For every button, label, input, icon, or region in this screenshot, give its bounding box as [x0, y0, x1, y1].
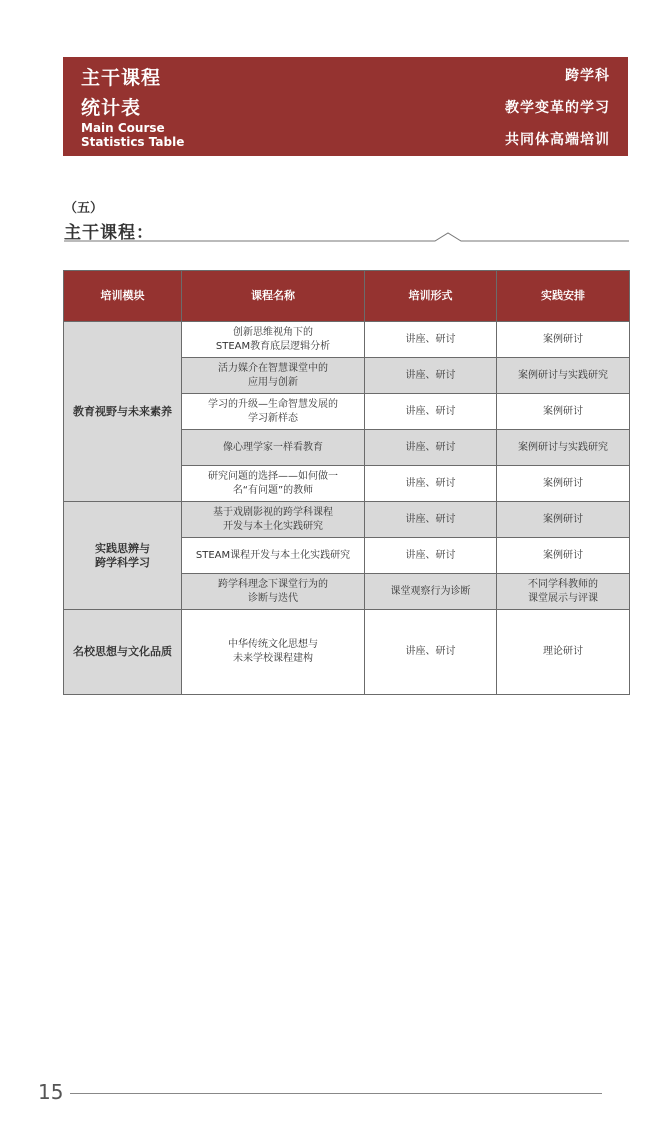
table-row [64, 502, 630, 538]
banner-right-line1: 跨学科 [565, 68, 610, 84]
practice-cell: 理论研讨 [497, 610, 630, 695]
course-cell: 研究问题的选择——如何做一 名“有问题”的教师 [182, 466, 365, 502]
course-cell: 像心理学家一样看教育 [182, 430, 365, 466]
table-header-row [64, 271, 630, 322]
format-cell: 讲座、研讨 [365, 502, 497, 538]
course-cell: STEAM课程开发与本土化实践研究 [182, 538, 365, 574]
module-cell: 实践思辨与 跨学科学习 [64, 502, 182, 610]
banner-english-line1: Main Course [81, 121, 165, 135]
format-cell: 课堂观察行为诊断 [365, 574, 497, 610]
section-title: 主干课程： [64, 223, 154, 243]
practice-cell: 案例研讨 [497, 538, 630, 574]
practice-cell: 案例研讨 [497, 466, 630, 502]
header-course: 课程名称 [182, 271, 365, 322]
banner-right-line3: 共同体高端培训 [505, 132, 610, 148]
module-cell: 教育视野与未来素养 [64, 322, 182, 502]
practice-cell: 案例研讨与实践研究 [497, 430, 630, 466]
footer-rule [70, 1093, 602, 1094]
format-cell: 讲座、研讨 [365, 538, 497, 574]
format-cell: 讲座、研讨 [365, 322, 497, 358]
format-cell: 讲座、研讨 [365, 430, 497, 466]
course-table [63, 270, 630, 695]
course-cell: 创新思维视角下的 STEAM教育底层逻辑分析 [182, 322, 365, 358]
course-cell: 学习的升级—生命智慧发展的 学习新样态 [182, 394, 365, 430]
module-cell: 名校思想与文化品质 [64, 610, 182, 695]
header-practice: 实践安排 [497, 271, 630, 322]
section-number: （五） [64, 201, 104, 216]
banner-english-line2: Statistics Table [81, 135, 185, 149]
format-cell: 讲座、研讨 [365, 610, 497, 695]
table-row [64, 610, 630, 695]
header-banner [63, 57, 628, 156]
course-cell: 跨学科理念下课堂行为的 诊断与迭代 [182, 574, 365, 610]
banner-right-line2: 教学变革的学习 [505, 100, 610, 116]
format-cell: 讲座、研讨 [365, 466, 497, 502]
practice-cell: 不同学科教师的 课堂展示与评课 [497, 574, 630, 610]
section-divider [64, 231, 629, 245]
practice-cell: 案例研讨与实践研究 [497, 358, 630, 394]
header-module: 培训模块 [64, 271, 182, 322]
course-cell: 基于戏剧影视的跨学科课程 开发与本土化实践研究 [182, 502, 365, 538]
header-format: 培训形式 [365, 271, 497, 322]
format-cell: 讲座、研讨 [365, 358, 497, 394]
practice-cell: 案例研讨 [497, 502, 630, 538]
course-cell: 中华传统文化思想与 未来学校课程建构 [182, 610, 365, 695]
banner-title-line1: 主干课程 [81, 67, 162, 89]
table-row [64, 322, 630, 358]
format-cell: 讲座、研讨 [365, 394, 497, 430]
practice-cell: 案例研讨 [497, 322, 630, 358]
course-cell: 活力媒介在智慧课堂中的 应用与创新 [182, 358, 365, 394]
banner-title-line2: 统计表 [81, 97, 142, 119]
practice-cell: 案例研讨 [497, 394, 630, 430]
page-number: 15 [38, 1080, 64, 1104]
